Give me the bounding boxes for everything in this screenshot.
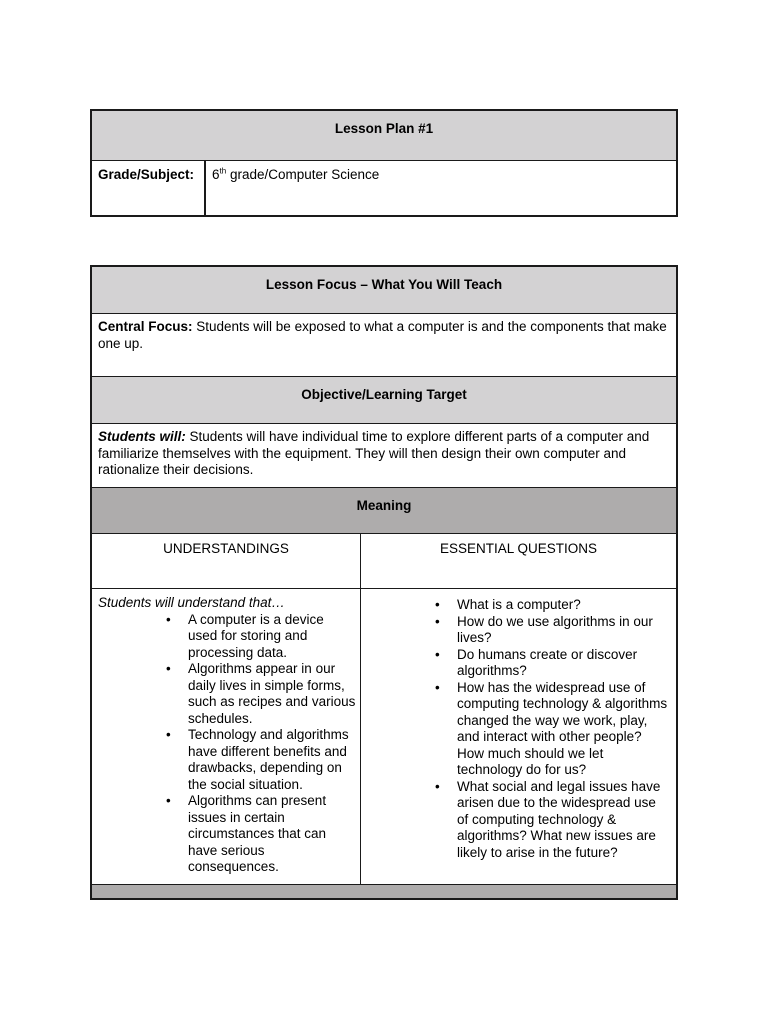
understanding-item: • Algorithms appear in our daily lives in simple forms, such as recipes and various schedules. <box>188 661 356 727</box>
understandings-list <box>188 612 356 876</box>
understanding-item: • A computer is a device used for storing and processing data. <box>188 612 356 662</box>
meaning-content-row <box>92 589 676 885</box>
essential-questions-list <box>457 597 670 861</box>
understandings-intro: Students will understand that… <box>98 595 285 610</box>
grade-subject-row <box>92 161 676 215</box>
question-item: • How has the widespread use of computing technology & algorithms changed the way we work, play, and interact with other people? How much should we let technology do for us? <box>457 680 670 779</box>
understanding-item: • Technology and algorithms have different benefits and drawbacks, depending on the social situation. <box>188 727 356 793</box>
essential-questions-cell <box>361 589 676 884</box>
table-footer-bar <box>92 885 676 898</box>
lesson-plan-title-text: Lesson Plan #1 <box>334 121 434 136</box>
lesson-focus-table <box>90 265 678 900</box>
central-focus-text: Students will be exposed to what a computer is and the components that make one up. <box>98 319 667 351</box>
lesson-focus-header-text: Lesson Focus – What You Will Teach <box>265 277 503 292</box>
meaning-header <box>92 488 676 534</box>
question-item: • Do humans create or discover algorithms? <box>457 647 670 680</box>
meaning-header-text: Meaning <box>356 498 412 513</box>
grade-ordinal: th <box>219 166 227 176</box>
essential-questions-header: ESSENTIAL QUESTIONS <box>439 541 598 556</box>
grade-subject-label: Grade/Subject: <box>92 161 206 215</box>
lesson-plan-title <box>92 111 676 161</box>
lesson-focus-header <box>92 267 676 314</box>
objective-cell <box>92 424 676 488</box>
lesson-plan-table <box>90 109 678 217</box>
understanding-item: • Algorithms can present issues in certain circumstances that can have serious consequences. <box>188 793 356 876</box>
grade-subject-text: grade/Computer Science <box>226 167 380 182</box>
objective-header <box>92 377 676 424</box>
central-focus-cell <box>92 314 676 377</box>
understandings-cell <box>92 589 361 884</box>
question-item: • What social and legal issues have arisen due to the widespread use of computing technology & algorithms? What new issues are likely to arise in the future? <box>457 779 670 862</box>
grade-number: 6 <box>212 167 220 182</box>
question-item: • How do we use algorithms in our lives? <box>457 614 670 647</box>
central-focus-label: Central Focus: <box>98 319 193 334</box>
objective-header-text: Objective/Learning Target <box>301 387 467 402</box>
question-item: • What is a computer? <box>457 597 670 614</box>
grade-subject-value <box>206 161 676 215</box>
meaning-columns-header <box>92 534 676 589</box>
understandings-header: UNDERSTANDINGS <box>92 534 361 588</box>
students-will-text: Students will have individual time to explore different parts of a computer and familiarize themselves with the equipment. They will then design their own computer and rationalize their decisions. <box>98 429 650 477</box>
students-will-label: Students will: <box>98 429 186 444</box>
